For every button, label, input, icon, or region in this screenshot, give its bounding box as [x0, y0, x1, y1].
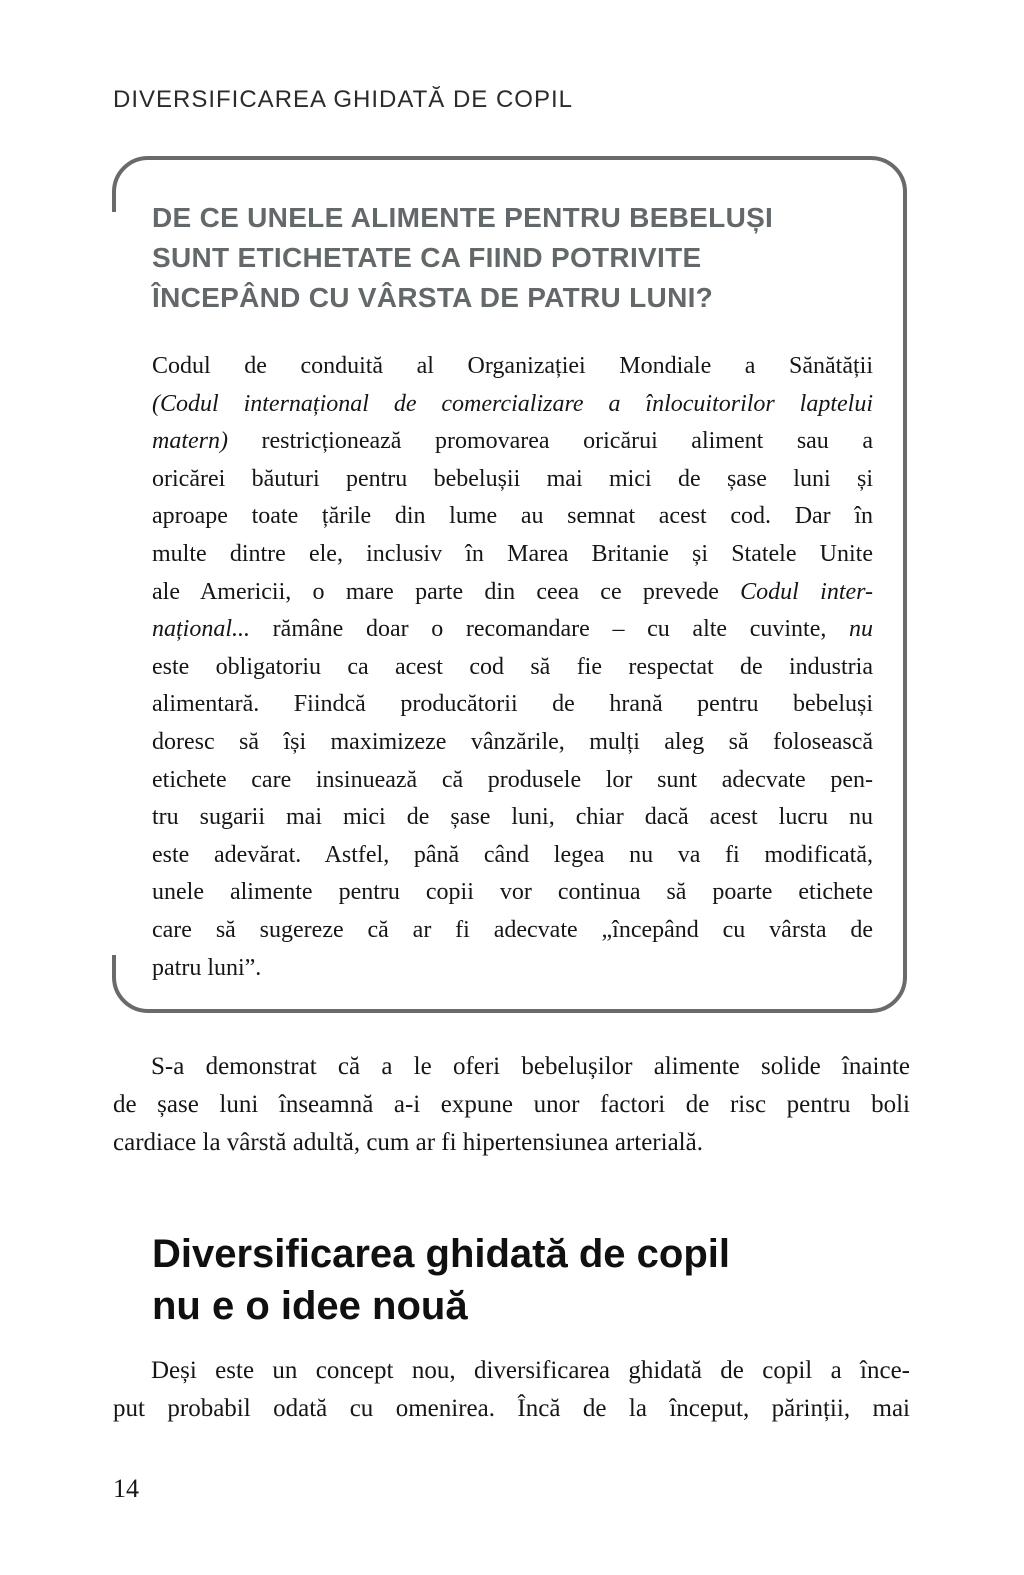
text-line [152, 386, 873, 424]
text-segment: tru sugarii mai mici de șase luni, chiar dacă acest lucru nu [152, 804, 873, 831]
text-line: S-a demonstrat că a le oferi bebelușilor alimente solide înainte [151, 1053, 910, 1080]
text-segment: oricărei băuturi pentru bebelușii mai mici de șase luni și [152, 465, 873, 492]
text-line: Diversificarea ghidată de copil [152, 1232, 730, 1276]
callout-box [112, 156, 907, 1013]
text-line [152, 874, 873, 912]
callout-box-body [152, 348, 873, 987]
text-segment: Codul de conduită al Organizației Mondiale a Sănătății [152, 353, 873, 379]
text-line: nu e o idee nouă [152, 1284, 468, 1328]
page-number: 14 [113, 1474, 139, 1503]
text-line [152, 498, 873, 536]
text-line [152, 799, 873, 837]
paragraph-intro [113, 1352, 910, 1428]
box-border-gap [112, 212, 116, 955]
text-line [152, 950, 873, 988]
section-heading [152, 1228, 730, 1332]
text-segment: este adevărat. Astfel, până când legea nu va fi modificată, [152, 841, 873, 868]
italic-text-segment: național... [152, 616, 251, 643]
italic-text-segment: matern) [152, 428, 228, 455]
text-line: cardiace la vârstă adultă, cum ar fi hipertensiunea arterială. [113, 1129, 703, 1156]
text-segment: alimentară. Fiindcă producătorii de hrană pentru bebeluși [152, 691, 873, 718]
text-segment: multe dintre ele, inclusiv în Marea Britanie și Statele Unite [152, 540, 873, 567]
text-line: put probabil odată cu omenirea. Încă de la început, părinții, mai [113, 1395, 910, 1422]
italic-text-segment: (Codul internațional de comercializare a înlocuitorilor laptelui [152, 390, 873, 417]
text-line [152, 536, 873, 574]
text-segment: etichete care insinuează că produsele lor sunt adecvate pen- [152, 766, 873, 793]
text-line [152, 461, 873, 499]
text-line [152, 686, 873, 724]
text-line [152, 574, 873, 612]
italic-text-segment: Codul inter- [740, 578, 873, 605]
text-segment: doresc să își maximizeze vânzările, mulți aleg să folosească [152, 728, 873, 755]
text-segment: rămâne doar o recomandare – cu alte cuvinte, [250, 616, 849, 643]
text-line: DE CE UNELE ALIMENTE PENTRU BEBELUȘI [152, 202, 774, 233]
text-segment: este obligatoriu ca acest cod să fie respectat de industria [152, 653, 873, 680]
italic-text-segment: nu [849, 616, 873, 643]
text-segment: aproape toate țările din lume au semnat acest cod. Dar în [152, 503, 873, 530]
text-line [152, 649, 873, 687]
text-segment: patru luni”. [152, 954, 262, 981]
text-line [152, 611, 873, 649]
text-line: de șase luni înseamnă a-i expune unor factori de risc pentru boli [113, 1091, 910, 1118]
text-line: SUNT ETICHETATE CA FIIND POTRIVITE [152, 242, 702, 273]
text-segment: ale Americii, o mare parte din ceea ce prevede [152, 578, 741, 605]
text-segment: unele alimente pentru copii vor continua să poarte etichete [152, 879, 873, 906]
paragraph-after-box [113, 1048, 910, 1162]
text-segment: care să sugereze că ar fi adecvate „începând cu vârsta de [152, 916, 873, 943]
text-segment: restricționează promovarea oricărui aliment sau a [227, 428, 873, 455]
text-line: ÎNCEPÂND CU VÂRSTA DE PATRU LUNI? [152, 282, 714, 313]
text-line [152, 912, 873, 950]
text-line [152, 837, 873, 875]
callout-box-heading [152, 198, 873, 318]
text-line: Deși este un concept nou, diversificarea ghidată de copil a înce- [151, 1357, 910, 1384]
running-header: DIVERSIFICAREA GHIDATĂ DE COPIL [113, 86, 573, 113]
text-line [152, 762, 873, 800]
text-line [152, 423, 873, 461]
text-line [152, 724, 873, 762]
text-line [152, 348, 873, 386]
